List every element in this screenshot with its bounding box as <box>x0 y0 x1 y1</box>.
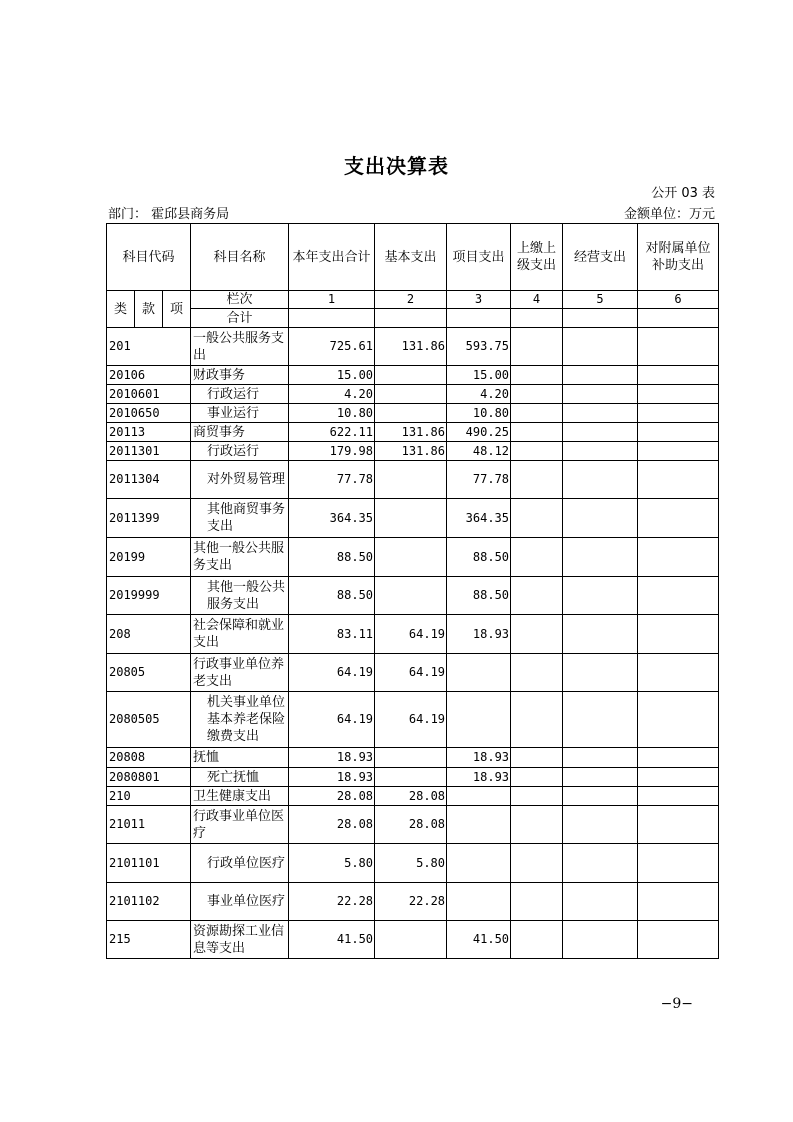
row-basic: 131.86 <box>375 442 447 461</box>
row-basic <box>375 404 447 423</box>
row-basic: 28.08 <box>375 806 447 844</box>
row-business <box>563 442 638 461</box>
row-total: 28.08 <box>289 806 375 844</box>
total-row <box>107 309 719 328</box>
table-row <box>107 577 719 615</box>
row-name: 事业运行 <box>191 404 289 423</box>
row-upper <box>511 404 563 423</box>
row-subsidy <box>638 328 719 366</box>
row-subsidy <box>638 385 719 404</box>
row-upper <box>511 423 563 442</box>
row-business <box>563 328 638 366</box>
row-subsidy <box>638 654 719 692</box>
header-upper: 上缴上级支出 <box>511 224 563 291</box>
row-basic <box>375 499 447 538</box>
row-project: 490.25 <box>447 423 511 442</box>
row-total: 10.80 <box>289 404 375 423</box>
page-number: −9− <box>660 996 693 1012</box>
table-row <box>107 844 719 883</box>
row-basic: 64.19 <box>375 692 447 748</box>
row-business <box>563 461 638 499</box>
header-heji: 合计 <box>191 309 289 328</box>
row-code: 2101101 <box>107 844 191 883</box>
row-total: 15.00 <box>289 366 375 385</box>
row-subsidy <box>638 883 719 921</box>
row-subsidy <box>638 844 719 883</box>
row-basic: 5.80 <box>375 844 447 883</box>
col-index-6: 6 <box>638 291 719 309</box>
row-basic: 131.86 <box>375 328 447 366</box>
row-upper <box>511 692 563 748</box>
row-business <box>563 748 638 768</box>
table-row <box>107 538 719 577</box>
row-upper <box>511 921 563 959</box>
row-upper <box>511 385 563 404</box>
row-total: 364.35 <box>289 499 375 538</box>
row-project: 18.93 <box>447 615 511 654</box>
row-total: 88.50 <box>289 538 375 577</box>
row-project <box>447 883 511 921</box>
row-subsidy <box>638 787 719 806</box>
col-index-5: 5 <box>563 291 638 309</box>
row-basic <box>375 921 447 959</box>
row-business <box>563 577 638 615</box>
department-label: 部门： 霍邱县商务局 <box>108 207 230 222</box>
header-subsidy: 对附属单位补助支出 <box>638 224 719 291</box>
row-project: 10.80 <box>447 404 511 423</box>
row-basic: 131.86 <box>375 423 447 442</box>
row-business <box>563 787 638 806</box>
row-code: 2011301 <box>107 442 191 461</box>
row-upper <box>511 615 563 654</box>
row-basic: 28.08 <box>375 787 447 806</box>
row-subsidy <box>638 692 719 748</box>
table-row <box>107 499 719 538</box>
row-name: 行政单位医疗 <box>191 844 289 883</box>
row-code: 2080801 <box>107 768 191 787</box>
header-project: 项目支出 <box>447 224 511 291</box>
row-upper <box>511 442 563 461</box>
row-business <box>563 366 638 385</box>
table-row <box>107 883 719 921</box>
row-name: 行政运行 <box>191 442 289 461</box>
row-subsidy <box>638 577 719 615</box>
row-code: 2010601 <box>107 385 191 404</box>
row-upper <box>511 366 563 385</box>
row-basic <box>375 768 447 787</box>
row-project <box>447 692 511 748</box>
row-basic <box>375 385 447 404</box>
page-title: 支出决算表 <box>344 154 449 178</box>
row-project: 364.35 <box>447 499 511 538</box>
row-upper <box>511 499 563 538</box>
row-upper <box>511 787 563 806</box>
row-code: 2019999 <box>107 577 191 615</box>
row-total: 41.50 <box>289 921 375 959</box>
header-business: 经营支出 <box>563 224 638 291</box>
row-total: 18.93 <box>289 768 375 787</box>
row-name: 抚恤 <box>191 748 289 768</box>
row-code: 20113 <box>107 423 191 442</box>
row-name: 对外贸易管理 <box>191 461 289 499</box>
row-name: 社会保障和就业支出 <box>191 615 289 654</box>
row-project: 593.75 <box>447 328 511 366</box>
header-lei: 类 <box>107 291 135 328</box>
row-business <box>563 768 638 787</box>
row-business <box>563 615 638 654</box>
col-index-2: 2 <box>375 291 447 309</box>
row-total: 622.11 <box>289 423 375 442</box>
row-subsidy <box>638 366 719 385</box>
row-total: 83.11 <box>289 615 375 654</box>
row-business <box>563 883 638 921</box>
row-upper <box>511 806 563 844</box>
col-index-1: 1 <box>289 291 375 309</box>
row-business <box>563 404 638 423</box>
header-total: 本年支出合计 <box>289 224 375 291</box>
row-code: 208 <box>107 615 191 654</box>
row-name: 行政运行 <box>191 385 289 404</box>
row-business <box>563 423 638 442</box>
table-row <box>107 442 719 461</box>
row-total: 64.19 <box>289 692 375 748</box>
expenditure-table <box>106 223 719 959</box>
row-project: 48.12 <box>447 442 511 461</box>
row-project: 88.50 <box>447 577 511 615</box>
table-row <box>107 748 719 768</box>
row-basic: 64.19 <box>375 654 447 692</box>
row-total: 22.28 <box>289 883 375 921</box>
row-total: 18.93 <box>289 748 375 768</box>
header-name: 科目名称 <box>191 224 289 291</box>
row-name: 商贸事务 <box>191 423 289 442</box>
column-index-row <box>107 291 719 309</box>
table-row <box>107 328 719 366</box>
row-code: 2011304 <box>107 461 191 499</box>
header-basic: 基本支出 <box>375 224 447 291</box>
row-total: 77.78 <box>289 461 375 499</box>
row-project: 77.78 <box>447 461 511 499</box>
header-xiang: 项 <box>163 291 191 328</box>
table-row <box>107 461 719 499</box>
table-row <box>107 654 719 692</box>
row-code: 201 <box>107 328 191 366</box>
row-subsidy <box>638 748 719 768</box>
row-code: 20808 <box>107 748 191 768</box>
row-upper <box>511 844 563 883</box>
row-subsidy <box>638 768 719 787</box>
row-subsidy <box>638 806 719 844</box>
row-code: 210 <box>107 787 191 806</box>
row-name: 资源勘探工业信息等支出 <box>191 921 289 959</box>
row-name: 其他一般公共服务支出 <box>191 577 289 615</box>
row-business <box>563 654 638 692</box>
row-upper <box>511 654 563 692</box>
table-row <box>107 806 719 844</box>
row-project: 41.50 <box>447 921 511 959</box>
table-row <box>107 921 719 959</box>
row-code: 21011 <box>107 806 191 844</box>
row-business <box>563 806 638 844</box>
row-code: 2101102 <box>107 883 191 921</box>
row-total: 4.20 <box>289 385 375 404</box>
header-code: 科目代码 <box>107 224 191 291</box>
row-business <box>563 844 638 883</box>
row-name: 机关事业单位基本养老保险缴费支出 <box>191 692 289 748</box>
row-name: 一般公共服务支出 <box>191 328 289 366</box>
row-code: 20805 <box>107 654 191 692</box>
row-subsidy <box>638 538 719 577</box>
col-index-3: 3 <box>447 291 511 309</box>
header-lanci: 栏次 <box>191 291 289 309</box>
row-business <box>563 538 638 577</box>
row-basic <box>375 461 447 499</box>
form-number: 公开 03 表 <box>651 186 715 201</box>
row-name: 死亡抚恤 <box>191 768 289 787</box>
table-row <box>107 423 719 442</box>
row-project: 4.20 <box>447 385 511 404</box>
row-basic: 64.19 <box>375 615 447 654</box>
row-business <box>563 692 638 748</box>
row-code: 20199 <box>107 538 191 577</box>
table-row <box>107 366 719 385</box>
row-project <box>447 787 511 806</box>
row-subsidy <box>638 442 719 461</box>
row-name: 事业单位医疗 <box>191 883 289 921</box>
row-upper <box>511 748 563 768</box>
row-upper <box>511 768 563 787</box>
row-total: 725.61 <box>289 328 375 366</box>
table-row <box>107 615 719 654</box>
row-total: 88.50 <box>289 577 375 615</box>
table-row <box>107 385 719 404</box>
row-basic: 22.28 <box>375 883 447 921</box>
row-name: 财政事务 <box>191 366 289 385</box>
table-row <box>107 768 719 787</box>
row-subsidy <box>638 423 719 442</box>
row-code: 215 <box>107 921 191 959</box>
header-row <box>107 224 719 291</box>
row-code: 20106 <box>107 366 191 385</box>
row-business <box>563 921 638 959</box>
row-code: 2010650 <box>107 404 191 423</box>
row-name: 行政事业单位医疗 <box>191 806 289 844</box>
header-kuan: 款 <box>135 291 163 328</box>
row-upper <box>511 538 563 577</box>
table-row <box>107 404 719 423</box>
row-total: 28.08 <box>289 787 375 806</box>
row-business <box>563 499 638 538</box>
row-subsidy <box>638 461 719 499</box>
row-name: 其他商贸事务支出 <box>191 499 289 538</box>
row-upper <box>511 883 563 921</box>
row-total: 64.19 <box>289 654 375 692</box>
table-row <box>107 692 719 748</box>
row-project: 88.50 <box>447 538 511 577</box>
row-subsidy <box>638 615 719 654</box>
row-project: 15.00 <box>447 366 511 385</box>
row-total: 179.98 <box>289 442 375 461</box>
row-name: 行政事业单位养老支出 <box>191 654 289 692</box>
row-project: 18.93 <box>447 748 511 768</box>
row-name: 其他一般公共服务支出 <box>191 538 289 577</box>
table-row <box>107 787 719 806</box>
row-subsidy <box>638 404 719 423</box>
row-basic <box>375 366 447 385</box>
amount-unit-label: 金额单位：万元 <box>623 207 715 222</box>
row-business <box>563 385 638 404</box>
row-name: 卫生健康支出 <box>191 787 289 806</box>
row-upper <box>511 328 563 366</box>
row-code: 2011399 <box>107 499 191 538</box>
row-project <box>447 806 511 844</box>
row-basic <box>375 748 447 768</box>
row-total: 5.80 <box>289 844 375 883</box>
row-subsidy <box>638 499 719 538</box>
col-index-4: 4 <box>511 291 563 309</box>
row-code: 2080505 <box>107 692 191 748</box>
row-upper <box>511 577 563 615</box>
row-subsidy <box>638 921 719 959</box>
row-basic <box>375 577 447 615</box>
row-project <box>447 844 511 883</box>
row-project: 18.93 <box>447 768 511 787</box>
row-project <box>447 654 511 692</box>
row-basic <box>375 538 447 577</box>
row-upper <box>511 461 563 499</box>
